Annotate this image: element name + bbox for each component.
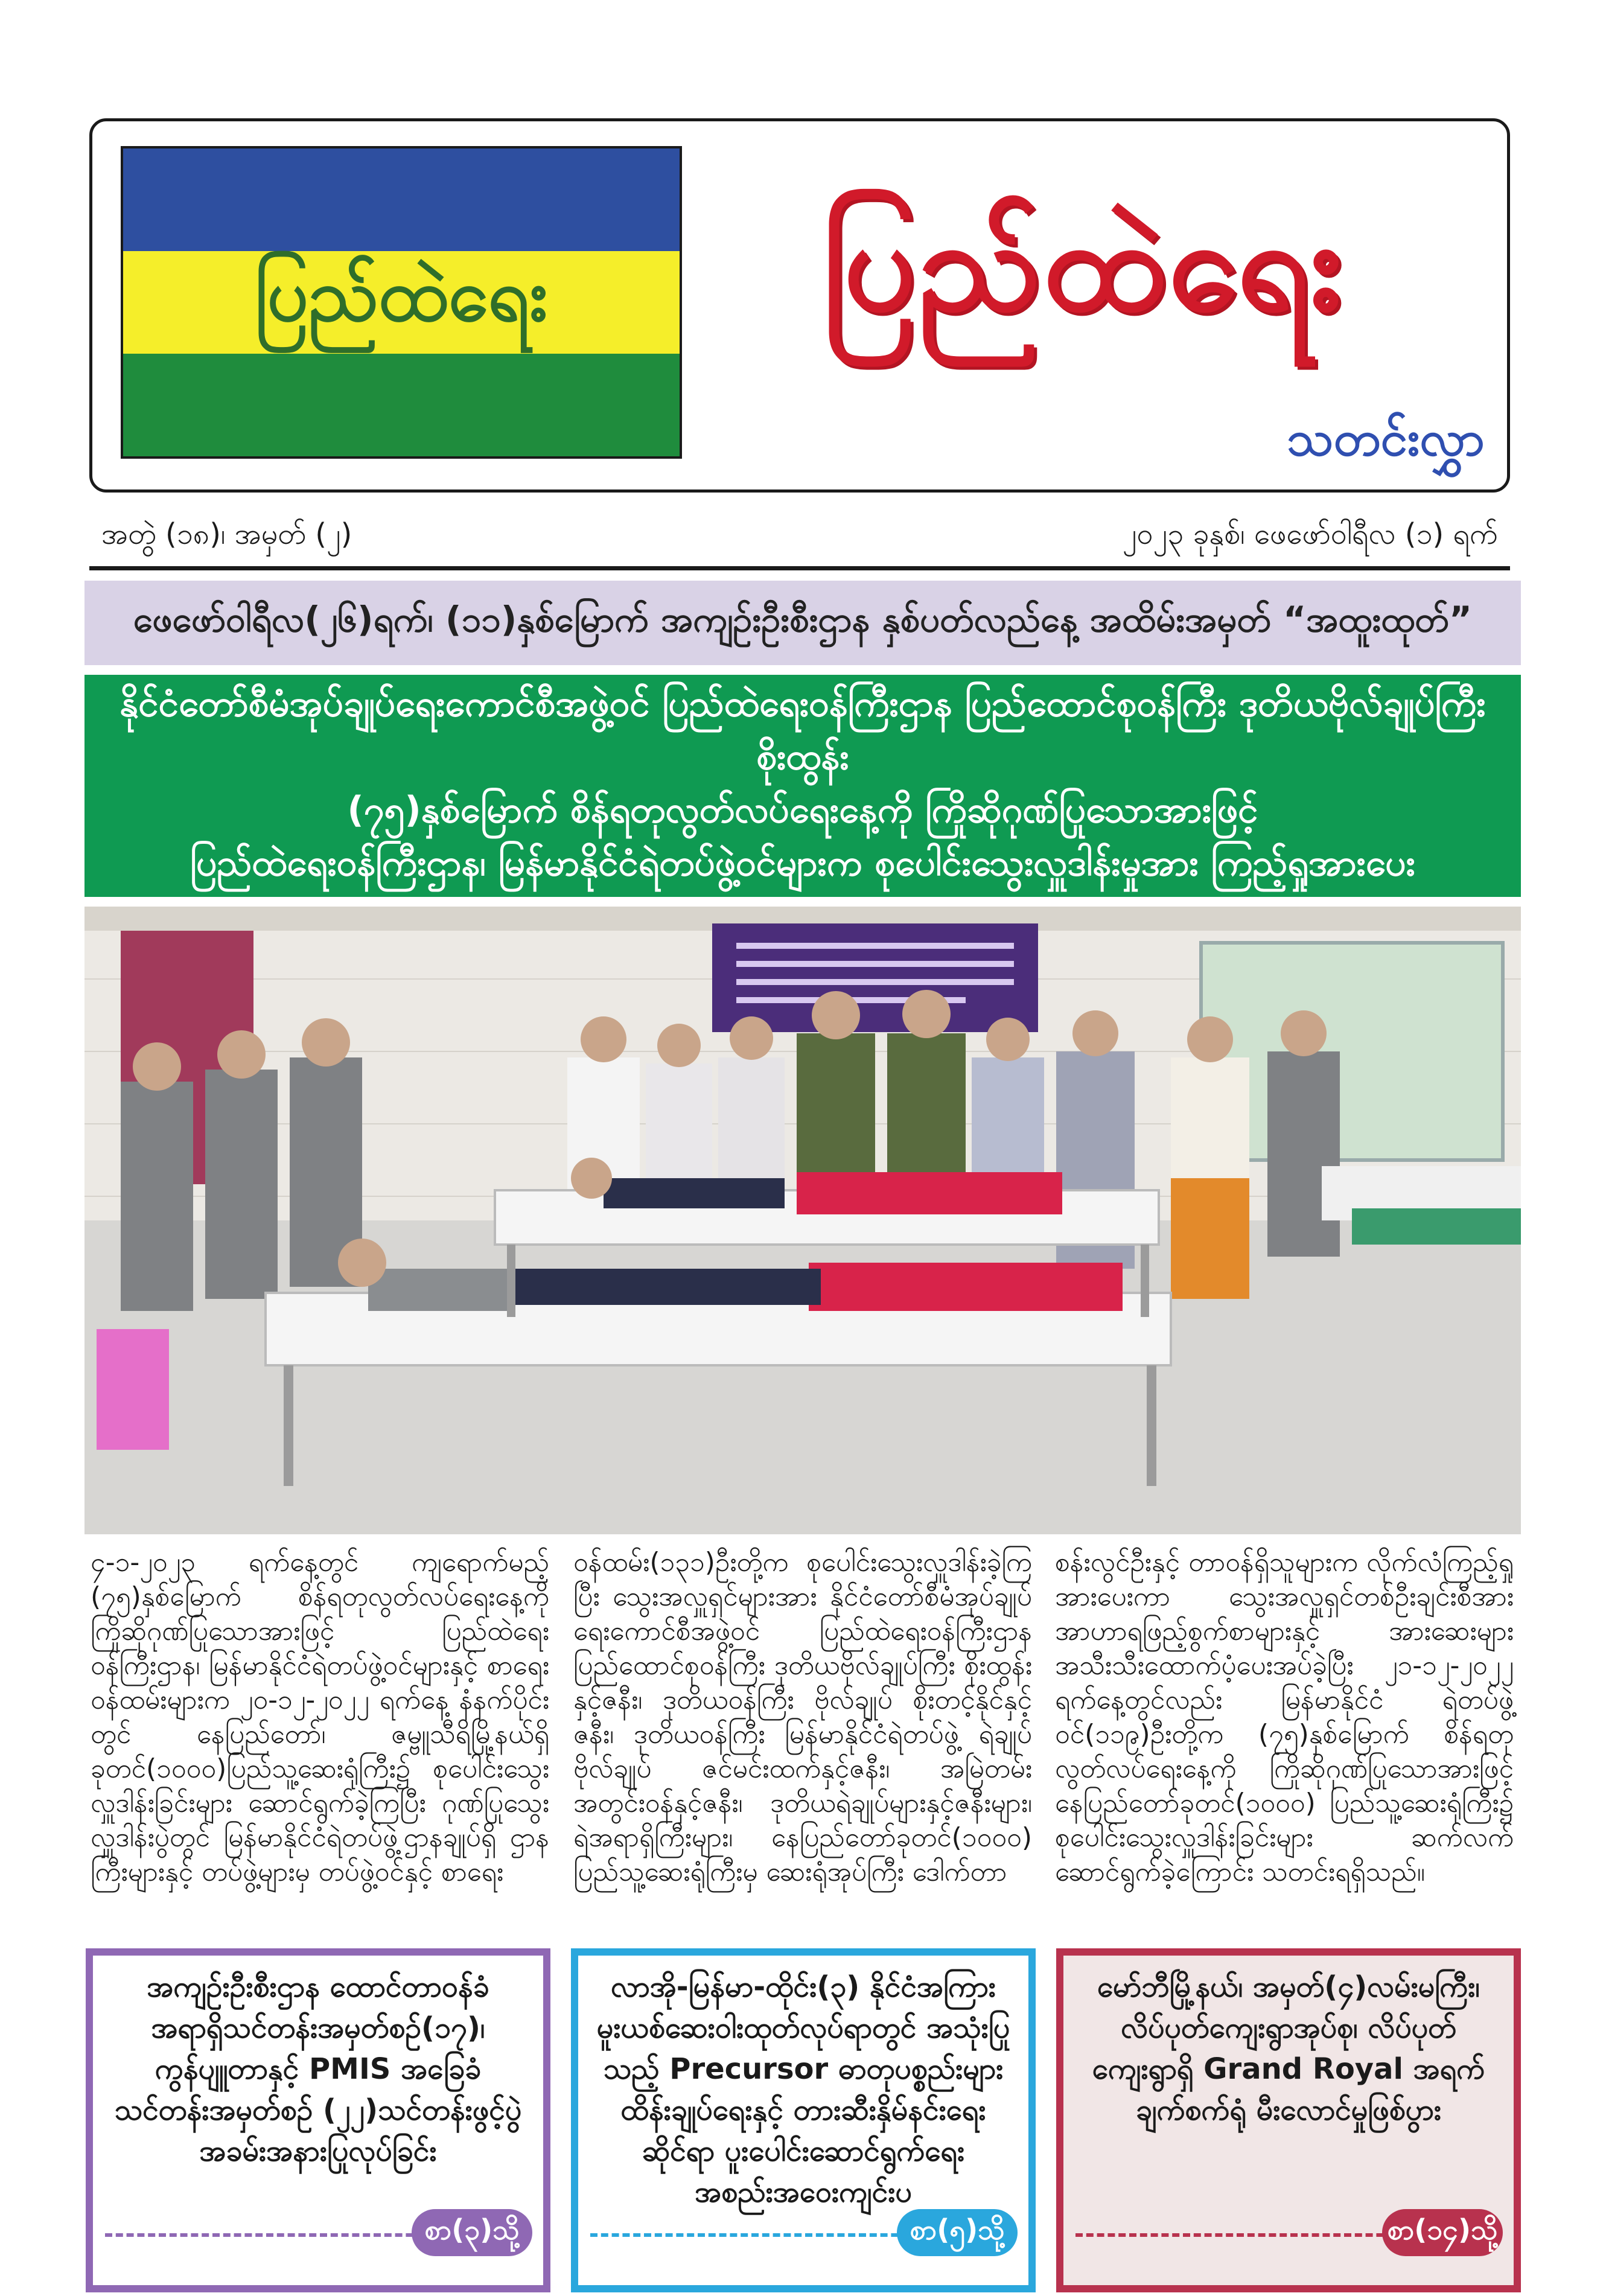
photo-illustration — [84, 907, 1521, 1534]
teaser-box-2-divider — [590, 2233, 920, 2237]
headline-main-line-3: ပြည်ထဲရေးဝန်ကြီးဌာန၊ မြန်မာနိုင်ငံရဲတပ်ဖွဲ့ဝင်များက စုပေါင်းသွေးလှူဒါန်းမှုအား ကြည့်ရှုအားပေး — [190, 842, 1415, 884]
teaser-box-3-text: မော်ဘီမြို့နယ်၊ အမှတ်(၄)လမ်းမကြီး၊ လိပ်ပုတ်ကျေးရွာအုပ်စု၊ လိပ်ပုတ်ကျေးရွာရှိ Grand Royal အရက်ချက်စက်ရုံ မီးလောင်မှုဖြစ်ပွား — [1092, 1970, 1485, 2127]
article-column-1: ၄-၁-၂၀၂၃ ရက်နေ့တွင် ကျရောက်မည့် (၇၅)နှစ်မြောက် စိန်ရတုလွတ်လပ်ရေးနေ့ကို ကြိုဆိုဂုဏ်ပြုသောအားဖြင့် ပြည်ထဲရေးဝန်ကြီးဌာန၊ မြန်မာနိုင်ငံရဲတပ်ဖွဲ့ဝင်များနှင့် စာရေးဝန်ထမ်းများက ၂၀-၁၂-၂၀၂၂ ရက်နေ့ နံနက်ပိုင်းတွင် နေပြည်တော်၊ ဇမ္ဗူသီရိမြို့နယ်ရှိ ခုတင်(၁၀၀၀)ပြည်သူ့ဆေးရုံကြီး၌ စုပေါင်းသွေးလှူဒါန်းခြင်းများ ဆောင်ရွက်ခဲ့ကြပြီး ဂုဏ်ပြုသွေးလှူဒါန်းပွဲတွင် မြန်မာနိုင်ငံရဲတပ်ဖွဲ့ဌာနချုပ်ရှိ ဌာနကြီးများနှင့် တပ်ဖွဲ့များမှ တပ်ဖွဲ့ဝင်နှင့် စာရေး — [91, 1547, 549, 1887]
teaser-box-3-page-link[interactable]: စာ(၁၄)သို့ — [1382, 2209, 1503, 2256]
teaser-box-3-divider — [1075, 2233, 1405, 2237]
flag-text: ပြည်ထဲရေး — [255, 254, 548, 338]
teaser-box-3[interactable] — [1056, 1948, 1521, 2292]
newsletter-title: ပြည်ထဲရေး — [822, 191, 1345, 339]
issue-line — [89, 513, 1510, 561]
issue-date: ၂၀၂၃ ခုနှစ်၊ ဖေဖော်ဝါရီလ (၁) ရက် — [1122, 517, 1498, 551]
headline-main-line-2: (၇၅)နှစ်မြောက် စိန်ရတုလွတ်လပ်ရေးနေ့ကို ကြိုဆိုဂုဏ်ပြုသောအားဖြင့် — [347, 789, 1258, 831]
teaser-box-2[interactable] — [571, 1948, 1036, 2292]
teaser-box-2-page-link[interactable]: စာ(၅)သို့ — [897, 2209, 1018, 2256]
headline-top-banner: ဖေဖော်ဝါရီလ(၂၆)ရက်၊ (၁၁)နှစ်မြောက် အကျဉ်းဦးစီးဌာန နှစ်ပတ်လည်နေ့ အထိမ်းအမှတ် “အထူးထုတ်” — [84, 581, 1521, 665]
issue-volume: အတွဲ (၁၈)၊ အမှတ် (၂) — [101, 517, 352, 551]
article-column-2: ဝန်ထမ်း(၁၃၁)ဦးတို့က စုပေါင်းသွေးလှူဒါန်းခဲ့ကြပြီး သွေးအလှူရှင်များအား နိုင်ငံတော်စီမံအုပ်ချုပ်ရေးကောင်စီအဖွဲ့ဝင် ပြည်ထဲရေးဝန်ကြီးဌာန ပြည်ထောင်စုဝန်ကြီး ဒုတိယဗိုလ်ချုပ်ကြီး စိုးထွန်းနှင့်ဇနီး၊ ဒုတိယဝန်ကြီး ဗိုလ်ချုပ် စိုးတင့်နိုင်နှင့်ဇနီး၊ ဒုတိယဝန်ကြီး မြန်မာနိုင်ငံရဲတပ်ဖွဲ့ ရဲချုပ် ဗိုလ်ချုပ် ဇင်မင်းထက်နှင့်ဇနီး၊ အမြဲတမ်းအတွင်းဝန်နှင့်ဇနီး၊ ဒုတိယရဲချုပ်များနှင့်ဇနီးများ၊ ရဲအရာရှိကြီးများ၊ နေပြည်တော်ခုတင်(၁၀၀၀) ပြည်သူ့ဆေးရုံကြီးမှ ဆေးရုံအုပ်ကြီး ဒေါက်တာ — [573, 1547, 1032, 1887]
teaser-box-1-page-link[interactable]: စာ(၃)သို့ — [412, 2209, 532, 2256]
teaser-box-1[interactable] — [86, 1948, 550, 2292]
article-column-3: စန်းလွင်ဦးနှင့် တာဝန်ရှိသူများက လိုက်လံကြည့်ရှုအားပေးကာ သွေးအလှူရှင်တစ်ဦးချင်းစီအား အာဟာရဖြည့်စွက်စာများနှင့် အားဆေးများ အသီးသီးထောက်ပံ့ပေးအပ်ခဲ့ပြီး ၂၁-၁၂-၂၀၂၂ ရက်နေ့တွင်လည်း မြန်မာနိုင်ငံ ရဲတပ်ဖွဲ့ဝင်(၁၁၉)ဦးတို့က (၇၅)နှစ်မြောက် စိန်ရတုလွတ်လပ်ရေးနေ့ကို ကြိုဆိုဂုဏ်ပြုသောအားဖြင့် နေပြည်တော်ခုတင်(၁၀၀၀) ပြည်သူ့ဆေးရုံကြီး၌ စုပေါင်းသွေးလှူဒါန်းခြင်းများ ဆက်လက်ဆောင်ရွက်ခဲ့ကြောင်း သတင်းရရှိသည်။ — [1055, 1547, 1514, 1887]
flag-logo — [121, 146, 682, 459]
news-photo — [84, 907, 1521, 1534]
header-rule — [89, 566, 1510, 570]
teaser-box-1-divider — [105, 2233, 435, 2237]
flag-band-green — [123, 354, 680, 456]
teaser-box-1-text: အကျဉ်းဦးစီးဌာန ထောင်တာဝန်ခံအရာရှိသင်တန်းအမှတ်စဉ်(၁၇)၊ ကွန်ပျူတာနှင့် PMIS အခြေခံသင်တန်းအမှတ်စဉ် (၂၂)သင်တန်းဖွင့်ပွဲအခမ်းအနားပြုလုပ်ခြင်း — [114, 1970, 522, 2168]
newsletter-subtitle: သတင်းလွှာ — [1287, 410, 1485, 467]
flag-band-blue — [123, 148, 680, 251]
teaser-box-2-text: လာအို-မြန်မာ-ထိုင်း(၃) နိုင်ငံအကြား မူးယစ်ဆေးဝါးထုတ်လုပ်ရာတွင် အသုံးပြုသည့် Precursor ဓာတုပစ္စည်းများထိန်းချုပ်ရေးနှင့် တားဆီးနှိမ်နင်းရေးဆိုင်ရာ ပူးပေါင်းဆောင်ရွက်ရေးအစည်းအဝေးကျင်းပ — [596, 1970, 1010, 2209]
headline-main-banner — [84, 675, 1521, 897]
headline-main-line-1: နိုင်ငံတော်စီမံအုပ်ချုပ်ရေးကောင်စီအဖွဲ့ဝင် ပြည်ထဲရေးဝန်ကြီးဌာန ပြည်ထောင်စုဝန်ကြီး ဒုတိယဗိုလ်ချုပ်ကြီး စိုးထွန်း — [119, 683, 1486, 778]
